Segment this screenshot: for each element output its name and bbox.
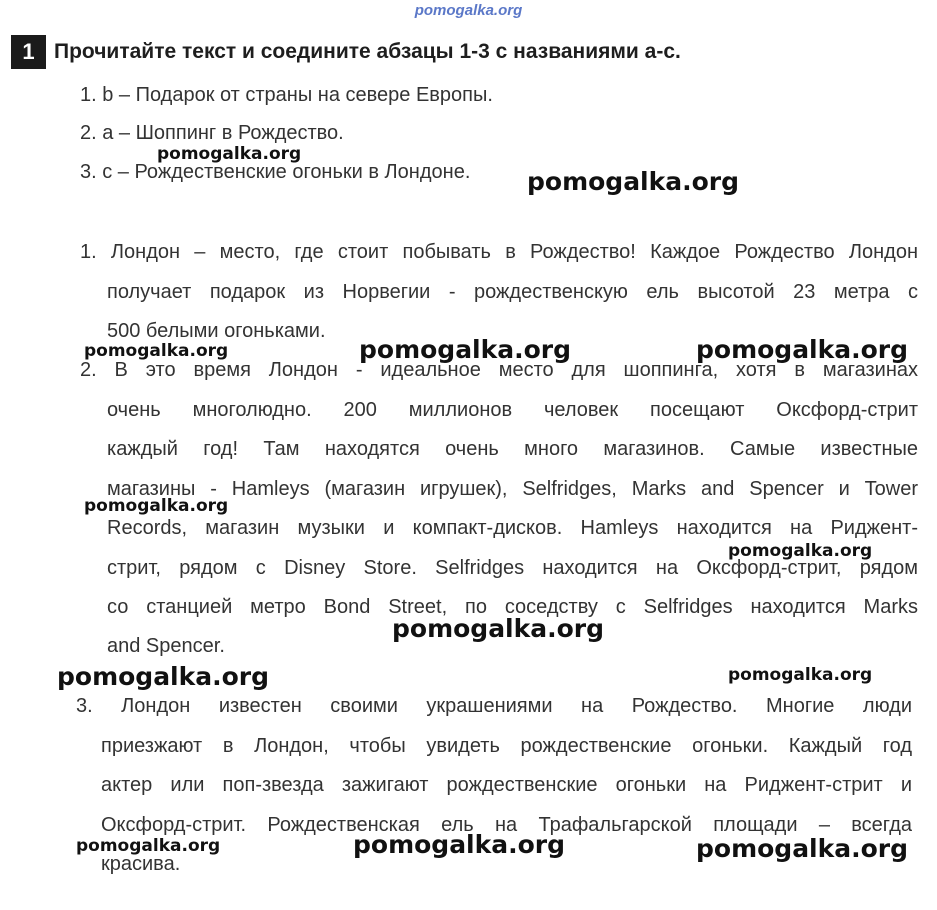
paragraph-1-line: 500 белыми огоньками. [107, 320, 326, 342]
top-watermark: pomogalka.org [414, 2, 523, 19]
paragraph-2-line: 2. В это время Лондон - идеальное место для шоппинга, хотя в магазинах [80, 359, 918, 381]
exercise-number-badge: 1 [11, 35, 46, 69]
paragraph-2-line: со станцией метро Bond Street, по соседству с Selfridges находится Marks [107, 596, 918, 618]
paragraph-3-line: Оксфорд-стрит. Рождественская ель на Трафальгарской площади – всегда [101, 814, 912, 836]
watermark: pomogalka.org [696, 335, 909, 364]
paragraph-3-line: приезжают в Лондон, чтобы увидеть рождественские огоньки. Каждый год [101, 735, 912, 757]
watermark: pomogalka.org [157, 144, 302, 164]
paragraph-1-line: 1. Лондон – место, где стоит побывать в Рождество! Каждое Рождество Лондон [80, 241, 918, 263]
paragraph-3-line: 3. Лондон известен своими украшениями на Рождество. Многие люди [76, 695, 912, 717]
answer-item: 2. а – Шоппинг в Рождество. [80, 122, 344, 144]
watermark: pomogalka.org [359, 335, 572, 364]
watermark: pomogalka.org [696, 834, 909, 863]
watermark: pomogalka.org [76, 836, 221, 856]
watermark: pomogalka.org [84, 496, 229, 516]
paragraph-2-line: каждый год! Там находятся очень много магазинов. Самые известные [107, 438, 918, 460]
watermark: pomogalka.org [527, 167, 740, 196]
paragraph-1-line: получает подарок из Норвегии - рождественскую ель высотой 23 метра с [107, 281, 918, 303]
watermark: pomogalka.org [392, 614, 605, 643]
watermark: pomogalka.org [353, 830, 566, 859]
paragraph-3-line: красива. [101, 853, 181, 875]
watermark: pomogalka.org [84, 341, 229, 361]
paragraph-2-line: стрит, рядом с Disney Store. Selfridges находится на Оксфорд-стрит, рядом [107, 557, 918, 579]
paragraph-2-line: очень многолюдно. 200 миллионов человек посещают Оксфорд-стрит [107, 399, 918, 421]
answer-item: 1. b – Подарок от страны на севере Европы. [80, 84, 493, 106]
watermark: pomogalka.org [728, 541, 873, 561]
paragraph-3-line: актер или поп-звезда зажигают рождественские огоньки на Риджент-стрит и [101, 774, 912, 796]
paragraph-2-line: Records, магазин музыки и компакт-дисков. Hamleys находится на Риджент- [107, 517, 918, 539]
paragraph-2-line: магазины - Hamleys (магазин игрушек), Selfridges, Marks and Spencer и Tower [107, 478, 918, 500]
paragraph-2-line: and Spencer. [107, 635, 225, 657]
watermark: pomogalka.org [728, 665, 873, 685]
answer-item: 3. с – Рождественские огоньки в Лондоне. [80, 161, 471, 183]
exercise-instruction: Прочитайте текст и соедините абзацы 1-3 с названиями a-c. [54, 40, 681, 63]
watermark: pomogalka.org [57, 662, 270, 691]
